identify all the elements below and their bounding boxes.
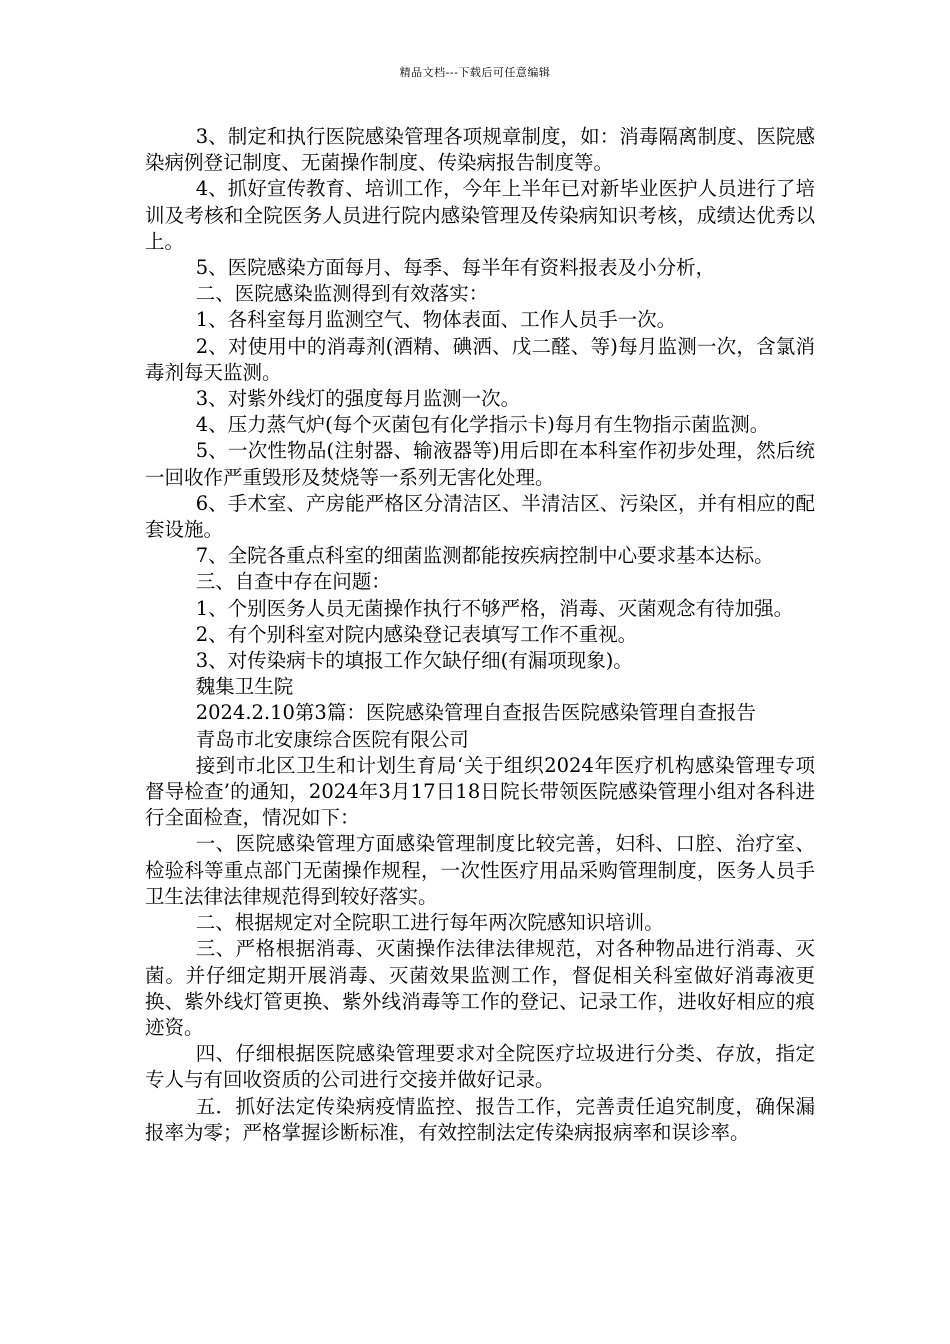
document-body bbox=[145, 124, 815, 1146]
paragraph-section-4: 四、仔细根据医院感染管理要求对全院医疗垃圾进行分类、存放，指定专人与有回收资质的公司进行交接并做好记录。 bbox=[145, 1042, 815, 1092]
paragraph-problem-1: 1、个别医务人员无菌操作执行不够严格，消毒、灭菌观念有待加强。 bbox=[195, 596, 794, 620]
paragraph-monitor-7: 7、全院各重点科室的细菌监测都能按疾病控制中心要求基本达标。 bbox=[195, 544, 774, 568]
paragraph-training-4: 4、抓好宣传教育、培训工作，今年上半年已对新毕业医护人员进行了培训及考核和全院医务人员进行院内感染管理及传染病知识考核，成绩达优秀以上。 bbox=[145, 177, 815, 253]
paragraph-monitor-2: 2、对使用中的消毒剂(酒精、碘洒、戊二醛、等)每月监测一次，含氯消毒剂每天监测。 bbox=[145, 334, 815, 384]
paragraph-monitor-6: 6、手术室、产房能严格区分清洁区、半清洁区、污染区，并有相应的配套设施。 bbox=[145, 491, 815, 542]
section-heading-problems: 三、自查中存在问题： bbox=[195, 570, 391, 594]
paragraph-monitor-3: 3、对紫外线灯的强度每月监测一次。 bbox=[195, 387, 521, 411]
paragraph-problem-2: 2、有个别科室对院内感染登记表填写工作不重视。 bbox=[195, 622, 638, 646]
paragraph-section-3: 三、严格根据消毒、灭菌操作法律法律规范，对各种物品进行消毒、灭菌。并仔细定期开展消毒、灭菌效果监测工作，督促相关科室做好消毒液更换、紫外线灯管更换、紫外线消毒等工作的登记、记录工作，进收好相应的痕迹资。 bbox=[145, 937, 815, 1039]
paragraph-section-1: 一、医院感染管理方面感染管理制度比较完善，妇科、口腔、治疗室、检验科等重点部门无菌操作规程，一次性医疗用品采购管理制度，医务人员手卫生法律法律规范得到较好落实。 bbox=[145, 832, 815, 908]
paragraph-section-5: 五．抓好法定传染病疫情监控、报告工作，完善责任追究制度，确保漏报率为零；严格掌握诊断标准，有效控制法定传染病报病率和误诊率。 bbox=[145, 1094, 815, 1144]
paragraph-rules-3: 3、制定和执行医院感染管理各项规章制度，如：消毒隔离制度、医院感染病例登记制度、无菌操作制度、传染病报告制度等。 bbox=[145, 125, 815, 175]
signature-organization: 魏集卫生院 bbox=[195, 675, 294, 699]
paragraph-monitor-4: 4、压力蒸气炉(每个灭菌包有化学指示卡)每月有生物指示菌监测。 bbox=[195, 413, 770, 437]
date-and-next-title: 2024.2.10第3篇：医院感染管理自查报告医院感染管理自查报告 bbox=[195, 701, 756, 725]
paragraph-monitor-1: 1、各科室每月监测空气、物体表面、工作人员手一次。 bbox=[195, 308, 677, 332]
company-name: 青岛市北安康综合医院有限公司 bbox=[195, 727, 469, 751]
paragraph-notice: 接到市北区卫生和计划生育局‘关于组织2024年医疗机构感染管理专项督导检查’的通知，2024年3月17日18日院长带领医院感染管理小组对各科进行全面检查，情况如下： bbox=[145, 753, 815, 830]
paragraph-reports-5: 5、医院感染方面每月、每季、每半年有资料报表及小分析， bbox=[195, 256, 716, 280]
paragraph-section-2: 二、根据规定对全院职工进行每年两次院感知识培训。 bbox=[195, 911, 664, 935]
section-heading-monitoring: 二、医院感染监测得到有效落实： bbox=[195, 282, 489, 306]
paragraph-monitor-5: 5、一次性物品(注射器、输液器等)用后即在本科室作初步处理，然后统一回收作严重毁形及焚烧等一系列无害化处理。 bbox=[145, 439, 815, 489]
paragraph-problem-3: 3、对传染病卡的填报工作欠缺仔细(有漏项现象)。 bbox=[195, 649, 633, 673]
page-header-note: 精品文档---下载后可任意编辑 bbox=[399, 66, 551, 79]
